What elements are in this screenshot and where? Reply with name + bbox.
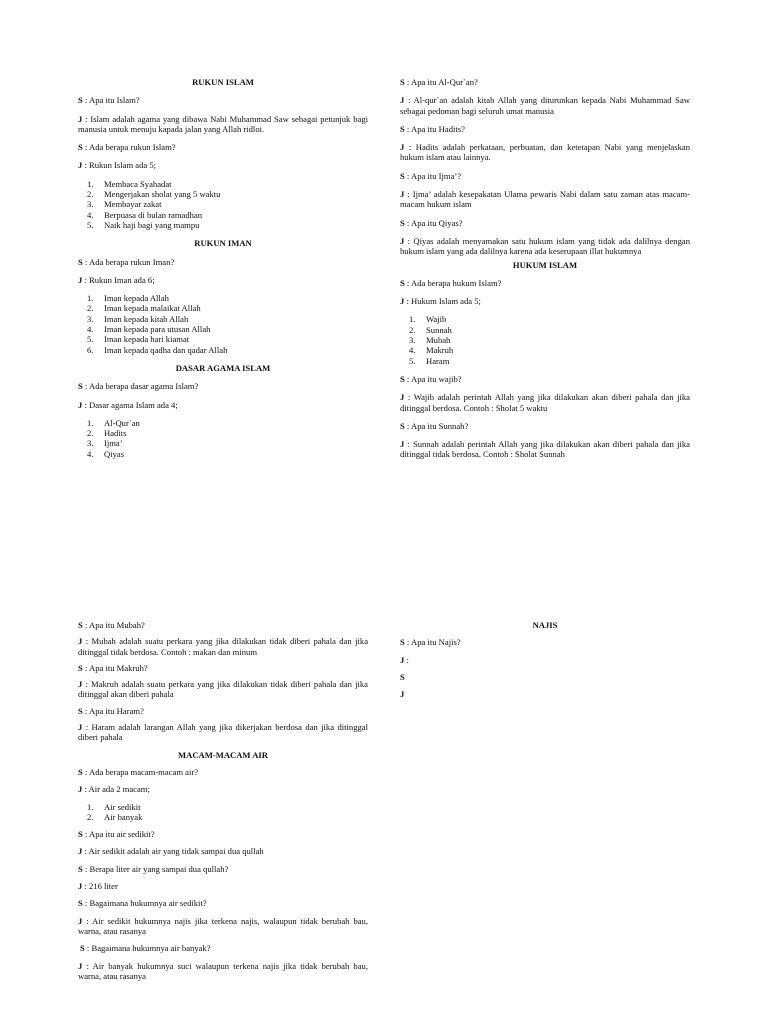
answer: J : Air sedikit hukumnya najis jika terkena najis, walaupun tidak berubah bau, warna, atau rasanya xyxy=(78,915,368,936)
list-item: 1. Wajib xyxy=(409,314,447,325)
answer: J : Haram adalah larangan Allah yang jika dikerjakan berdosa dan jika ditinggal diberi pahala xyxy=(78,722,368,743)
list-item: 4. Qiyas xyxy=(87,448,125,459)
heading-rukun-iman: RUKUN IMAN xyxy=(194,238,252,249)
list-item: 4. Iman kepada para utusan Allah xyxy=(87,324,211,335)
heading-najis: NAJIS xyxy=(532,620,558,630)
question: S : Apa itu Haram? xyxy=(78,705,144,716)
list-item: 1. Membaca Syahadat xyxy=(87,178,172,189)
list-item: 2. Hadits xyxy=(87,428,127,439)
answer: J : Islam adalah agama yang dibawa Nabi Muhammad Saw sebagai petunjuk bagi manusia untuk menuju kapada jalan yang Allah ridloi. xyxy=(78,113,369,134)
list-item: 4. Berpuasa di bulan ramadhan xyxy=(87,209,203,220)
question: S : Apa itu Najis? xyxy=(400,637,461,648)
answer: J : Rukun Iman ada 6; xyxy=(78,274,155,285)
list-item: 3. Ijma’ xyxy=(87,438,123,449)
question: S : Ada berapa rukun Iman? xyxy=(78,256,175,267)
dasar-agama-list xyxy=(78,418,368,459)
question: S : Apa itu Mubah? xyxy=(78,620,145,630)
answer: J : Al-qur`an adalah kitab Allah yang diturunkan kepada Nabi Muhammad Saw sebagai pedoman bagi seluruh umat manusia xyxy=(400,95,690,116)
question: S : Bagaimana hukumnya air sedikit? xyxy=(78,898,207,909)
list-item: 1. Air sedikit xyxy=(87,801,141,812)
answer: J : Wajib adalah perintah Allah yang jika dilakukan akan diberi pahala dan jika ditinggal berdosa. Contoh : Sholat 5 waktu xyxy=(400,392,691,413)
list-item: 6. Iman kepada qadha dan qadar Allah xyxy=(87,344,228,355)
bottom-left-column xyxy=(78,620,368,981)
list-item: 3. Membayar zakat xyxy=(87,199,162,210)
question: S : Ada berapa macam-macam air? xyxy=(78,766,199,777)
heading-dasar-agama-islam: DASAR AGAMA ISLAM xyxy=(175,362,271,373)
question: S : Apa itu Al-Qur`an? xyxy=(400,77,478,87)
question: S : Apa itu air sedikit? xyxy=(78,829,155,840)
answer: J : Dasar agama Islam ada 4; xyxy=(78,399,178,410)
answer: J : Air banyak hukumnya suci walaupun terkena najis jika tidak berubah bau, warna, atau rasanya xyxy=(78,960,368,981)
answer: J : Makruh adalah suatu perkara yang jika dilakukan tidak diberi pahala dan jika ditinggal akan diberi pahala xyxy=(78,679,368,700)
question: S : Apa itu Makruh? xyxy=(78,662,148,673)
list-item: 4. Makruh xyxy=(409,345,454,356)
question: S : Ada berapa dasar agama Islam? xyxy=(78,381,199,392)
answer: J : Hukum Islam ada 5; xyxy=(400,296,481,307)
answer: J : Air sedikit adalah air yang tidak sampai dua qullah xyxy=(78,846,264,857)
heading-hukum-islam: HUKUM ISLAM xyxy=(512,259,578,270)
list-item: 5. Iman kepada hari kiamat xyxy=(87,334,190,345)
question: S : Ada berapa hukum Islam? xyxy=(400,277,502,288)
answer: J : Hadits adalah perkataan, perbuatan, dan ketetapan Nabi yang menjelaskan hukum islam atau lainnya. xyxy=(400,142,691,163)
question: S : Apa itu Ijma’? xyxy=(400,170,462,181)
list-item: 2. Sunnah xyxy=(409,324,452,335)
rukun-islam-list xyxy=(78,179,368,230)
question: S : Berapa liter air yang sampai dua qullah? xyxy=(78,863,229,874)
answer-label: J xyxy=(400,689,405,700)
question: S : Ada berapa rukun Islam? xyxy=(78,142,176,153)
list-item: 3. Mubah xyxy=(409,335,451,346)
list-item: 5. Naik haji bagi yang mampu xyxy=(87,219,200,230)
list-item: 2. Mengerjakan sholat yang 5 waktu xyxy=(87,189,221,200)
question-label: S xyxy=(400,671,405,682)
list-item: 1. Al-Qur`an xyxy=(87,417,140,428)
macam-air-list xyxy=(78,802,368,823)
bottom-right-column xyxy=(400,620,690,699)
list-item: 5. Haram xyxy=(409,355,450,366)
top-right-column xyxy=(400,77,690,460)
answer: J : xyxy=(400,654,409,665)
question: S : Apa itu Hadits? xyxy=(400,123,465,134)
answer: J : 216 liter xyxy=(78,881,118,892)
question: S : Apa itu Islam? xyxy=(78,95,140,106)
answer: J : Qiyas adalah menyamakan satu hukum islam yang tidak ada dalilnya dengan hukum islam yang ada dalilnya karena ada keserupaan illat hukumnya xyxy=(400,235,691,257)
answer: J : Rukun Islam ada 5; xyxy=(78,160,157,171)
heading-rukun-islam: RUKUN ISLAM xyxy=(192,77,254,87)
question: S : Bagaimana hukumnya air banyak? xyxy=(80,943,211,954)
answer: J : Ijma’ adalah kesepakatan Ulama pewaris Nabi dalam satu zaman atas macam-macam hukum islam xyxy=(400,189,690,210)
top-left-column xyxy=(78,77,368,459)
answer: J : Air ada 2 macam; xyxy=(78,784,150,795)
list-item: 2. Air banyak xyxy=(87,811,143,822)
hukum-islam-list xyxy=(400,314,690,365)
question: S : Apa itu Qiyas? xyxy=(400,217,463,228)
answer: J : Mubah adalah suatu perkara yang jika dilakukan tidak diberi pahala dan jika ditinggal tidak berdosa. Contoh : makan dan minum xyxy=(78,636,369,657)
list-item: 3. Iman kepada kitab Allah xyxy=(87,313,189,324)
answer: J : Sunnah adalah perintah Allah yang jika dilakukan akan diberi pahala dan jika ditinggal tidak berdosa. Contoh : Sholat Sunnah xyxy=(400,439,690,460)
list-item: 2. Iman kepada malaikat Allah xyxy=(87,303,201,314)
rukun-iman-list xyxy=(78,293,368,355)
question: S : Apa itu Sunnah? xyxy=(400,420,469,431)
question: S : Apa itu wajib? xyxy=(400,373,462,384)
list-item: 1. Iman kepada Allah xyxy=(87,293,169,304)
heading-macam-macam-air: MACAM-MACAM AIR xyxy=(178,749,268,760)
